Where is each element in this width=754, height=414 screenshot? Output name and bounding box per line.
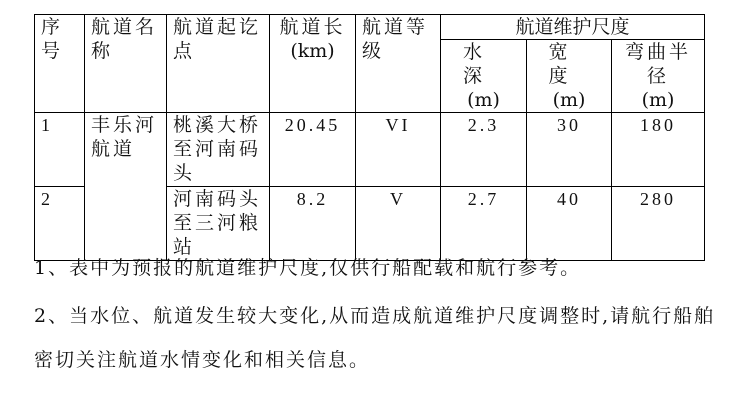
header-radius-label: 弯曲半径 (625, 41, 692, 87)
notes (34, 246, 724, 382)
header-width (527, 40, 612, 113)
header-width-unit: (m) (552, 89, 586, 111)
header-seq: 序号 (35, 15, 85, 113)
row-range: 桃溪大桥至河南码头 (167, 113, 270, 187)
header-row-1 (35, 15, 705, 40)
row-length: 20.45 (270, 113, 356, 187)
row-grade: VI (356, 113, 441, 187)
row-width: 30 (527, 113, 612, 187)
header-depth-unit: (m) (467, 89, 500, 111)
table-row (35, 113, 705, 187)
row-range: 河南码头至三河粮站 (167, 187, 270, 261)
header-channel-name: 航道名称 (85, 15, 167, 113)
row-length: 8.2 (270, 187, 356, 261)
header-maintenance-group: 航道维护尺度 (441, 15, 705, 40)
header-grade: 航道等级 (356, 15, 441, 113)
note-1: 1、表中为预报的航道维护尺度,仅供行船配载和航行参考。 (34, 257, 582, 279)
row-radius: 180 (612, 113, 705, 187)
header-radius-unit: (m) (641, 89, 675, 111)
header-depth (441, 40, 527, 113)
row-seq: 2 (35, 187, 85, 261)
row-grade: V (356, 187, 441, 261)
note-2: 2、当水位、航道发生较大变化,从而造成航道维护尺度调整时,请航行船舶密切关注航道水情变化和相关信息。 (34, 305, 716, 371)
header-length (270, 15, 356, 113)
header-radius (612, 40, 705, 113)
header-width-label: 宽度 (548, 41, 590, 87)
row-width: 40 (527, 187, 612, 261)
header-range: 航道起讫点 (167, 15, 270, 113)
header-length-label: 航道长 (279, 16, 346, 38)
row-depth: 2.7 (441, 187, 527, 261)
row-seq: 1 (35, 113, 85, 187)
row-depth: 2.3 (441, 113, 527, 187)
row-radius: 280 (612, 187, 705, 261)
header-depth-label: 水深 (462, 41, 504, 87)
channel-name-cell: 丰乐河航道 (85, 113, 167, 261)
header-length-unit: (km) (290, 40, 335, 62)
channel-maintenance-table (34, 14, 705, 261)
